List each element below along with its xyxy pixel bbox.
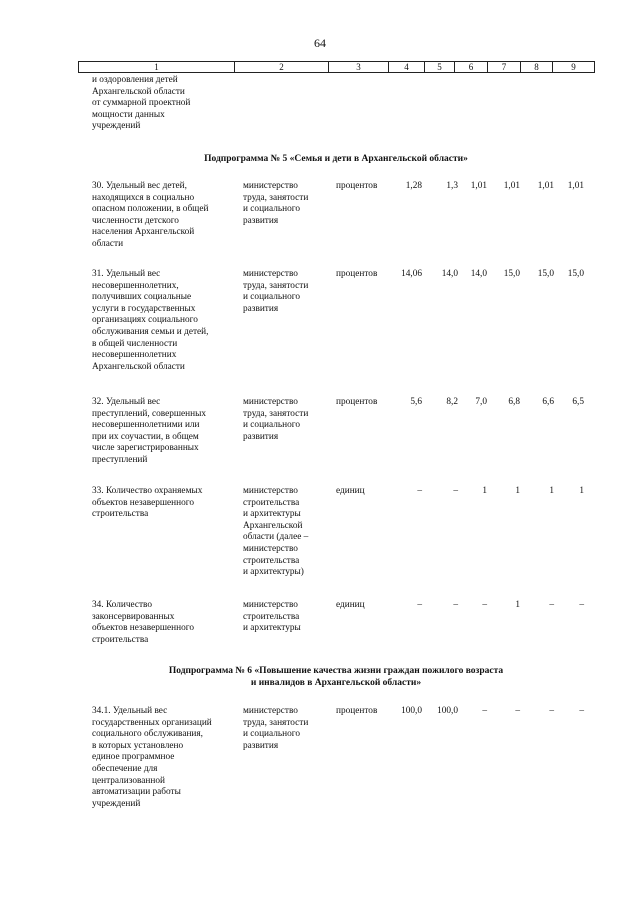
- page-number: 64: [314, 36, 326, 50]
- header-col-2: 2: [235, 62, 329, 73]
- value-col-9: –: [579, 706, 584, 716]
- value-col-4: 1,28: [405, 181, 422, 191]
- value-col-4: 5,6: [410, 397, 422, 407]
- value-col-6: 1,01: [470, 181, 487, 191]
- indicator-name: 30. Удельный вес детей, находящихся в социально опасном положении, в общей численности детского населения Архангельской области: [92, 181, 209, 249]
- value-col-9: 15,0: [567, 269, 584, 279]
- responsible-org: министерство труда, занятости и социального развития: [243, 706, 309, 751]
- value-col-8: 1,01: [537, 181, 554, 191]
- value-col-9: –: [579, 600, 584, 610]
- value-col-7: 1,01: [503, 181, 520, 191]
- value-col-9: 1: [579, 486, 584, 496]
- value-col-9: 1,01: [567, 181, 584, 191]
- responsible-org: министерство строительства и архитектуры Архангельской области (далее – министерство строительства и архитектуры): [243, 486, 309, 578]
- section-title-subprogram-5: Подпрограмма № 5 «Семья и дети в Архангельской области»: [204, 154, 468, 164]
- value-col-5: 1,3: [446, 181, 458, 191]
- value-col-4: 100,0: [401, 706, 422, 716]
- indicator-name: 34. Количество законсервированных объектов незавершенного строительства: [92, 600, 195, 645]
- value-col-8: 15,0: [537, 269, 554, 279]
- value-col-6: –: [482, 600, 487, 610]
- header-col-6: 6: [455, 62, 488, 73]
- responsible-org: министерство строительства и архитектуры: [243, 600, 301, 634]
- unit: процентов: [336, 269, 378, 279]
- value-col-7: 6,8: [508, 397, 520, 407]
- unit: процентов: [336, 181, 378, 191]
- value-col-7: 15,0: [503, 269, 520, 279]
- unit: процентов: [336, 397, 378, 407]
- continuation-text: и оздоровления детей Архангельской области от суммарной проектной мощности данных учреждений: [92, 75, 191, 132]
- column-number-header: [78, 61, 595, 73]
- value-col-5: –: [453, 600, 458, 610]
- unit: единиц: [336, 486, 365, 496]
- header-col-5: 5: [425, 62, 455, 73]
- value-col-5: 8,2: [446, 397, 458, 407]
- unit: единиц: [336, 600, 365, 610]
- value-col-6: 1: [482, 486, 487, 496]
- header-col-4: 4: [389, 62, 425, 73]
- header-col-3: 3: [329, 62, 389, 73]
- value-col-8: 1: [549, 486, 554, 496]
- section-title-subprogram-6: Подпрограмма № 6 «Повышение качества жизни граждан пожилого возраста и инвалидов в Архангельской области»: [168, 666, 504, 688]
- header-col-7: 7: [488, 62, 521, 73]
- value-col-5: 14,0: [441, 269, 458, 279]
- unit: процентов: [336, 706, 378, 716]
- header-col-1: 1: [79, 62, 235, 73]
- value-col-7: 1: [515, 486, 520, 496]
- value-col-4: 14,06: [401, 269, 422, 279]
- indicator-name: 31. Удельный вес несовершеннолетних, получивших социальные услуги в государственных организациях социального обслуживания семьи и детей, в общей численности несовершеннолетних Архангельской области: [92, 269, 209, 372]
- value-col-6: –: [482, 706, 487, 716]
- value-col-4: –: [417, 486, 422, 496]
- value-col-7: 1: [515, 600, 520, 610]
- value-col-7: –: [515, 706, 520, 716]
- value-col-6: 7,0: [475, 397, 487, 407]
- value-col-5: –: [453, 486, 458, 496]
- responsible-org: министерство труда, занятости и социального развития: [243, 181, 309, 226]
- responsible-org: министерство труда, занятости и социального развития: [243, 397, 309, 442]
- value-col-5: 100,0: [437, 706, 458, 716]
- header-col-8: 8: [521, 62, 553, 73]
- value-col-6: 14,0: [470, 269, 487, 279]
- responsible-org: министерство труда, занятости и социального развития: [243, 269, 309, 314]
- indicator-name: 32. Удельный вес преступлений, совершенных несовершеннолетними или при их соучастии, в общем числе зарегистрированных преступлений: [92, 397, 207, 465]
- value-col-4: –: [417, 600, 422, 610]
- value-col-8: 6,6: [542, 397, 554, 407]
- indicator-name: 33. Количество охраняемых объектов незавершенного строительства: [92, 486, 203, 520]
- header-col-9: 9: [553, 62, 595, 73]
- value-col-8: –: [549, 706, 554, 716]
- value-col-9: 6,5: [572, 397, 584, 407]
- value-col-8: –: [549, 600, 554, 610]
- indicator-name: 34.1. Удельный вес государственных организаций социального обслуживания, в которых установлено единое программное обеспечение для централизованной автоматизации работы учреждений: [92, 706, 212, 809]
